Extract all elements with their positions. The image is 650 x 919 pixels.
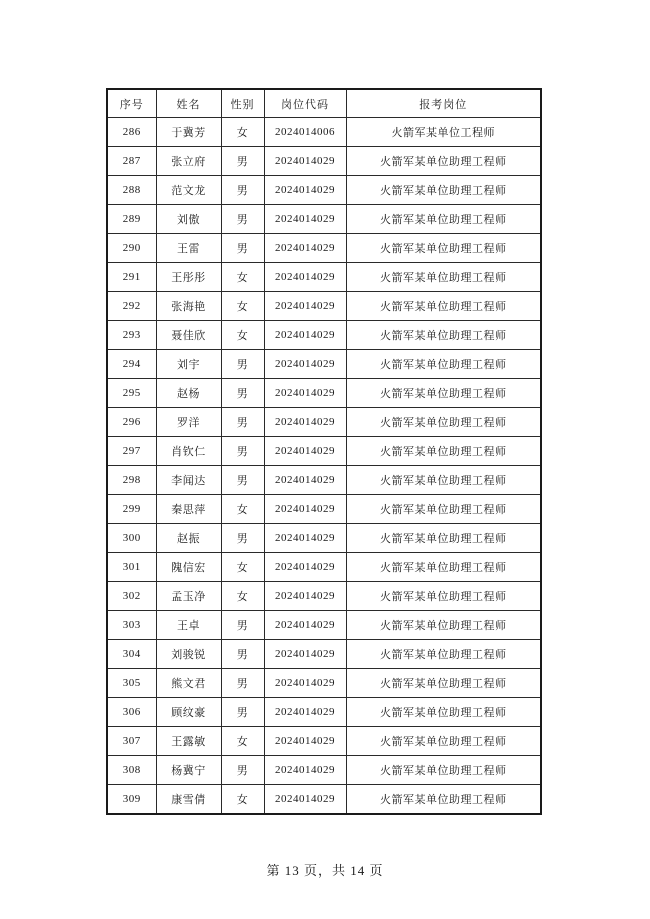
cell-position-code: 2024014029 <box>264 785 346 815</box>
cell-serial-number: 298 <box>107 466 156 495</box>
cell-serial-number: 308 <box>107 756 156 785</box>
cell-applied-position: 火箭军某单位助理工程师 <box>346 466 541 495</box>
header-serial-number: 序号 <box>107 89 156 118</box>
table-row <box>107 611 541 640</box>
cell-gender: 男 <box>221 147 264 176</box>
cell-position-code: 2024014029 <box>264 727 346 756</box>
table-row <box>107 495 541 524</box>
cell-position-code: 2024014029 <box>264 350 346 379</box>
cell-position-code: 2024014029 <box>264 698 346 727</box>
cell-position-code: 2024014029 <box>264 524 346 553</box>
cell-name: 赵杨 <box>156 379 221 408</box>
cell-applied-position: 火箭军某单位助理工程师 <box>346 756 541 785</box>
cell-position-code: 2024014029 <box>264 379 346 408</box>
table-row <box>107 727 541 756</box>
cell-position-code: 2024014029 <box>264 756 346 785</box>
cell-gender: 男 <box>221 640 264 669</box>
header-gender: 性别 <box>221 89 264 118</box>
cell-applied-position: 火箭军某单位助理工程师 <box>346 408 541 437</box>
cell-applied-position: 火箭军某单位助理工程师 <box>346 553 541 582</box>
cell-name: 李闻达 <box>156 466 221 495</box>
cell-serial-number: 295 <box>107 379 156 408</box>
cell-name: 王雷 <box>156 234 221 263</box>
cell-gender: 男 <box>221 379 264 408</box>
table-row <box>107 408 541 437</box>
table-row <box>107 321 541 350</box>
table-row <box>107 234 541 263</box>
cell-name: 秦思萍 <box>156 495 221 524</box>
cell-position-code: 2024014029 <box>264 234 346 263</box>
table-body <box>107 118 541 815</box>
cell-name: 张立府 <box>156 147 221 176</box>
cell-gender: 女 <box>221 263 264 292</box>
cell-applied-position: 火箭军某单位助理工程师 <box>346 727 541 756</box>
cell-position-code: 2024014029 <box>264 553 346 582</box>
cell-serial-number: 288 <box>107 176 156 205</box>
table-row <box>107 582 541 611</box>
cell-applied-position: 火箭军某单位工程师 <box>346 118 541 147</box>
cell-serial-number: 292 <box>107 292 156 321</box>
cell-serial-number: 291 <box>107 263 156 292</box>
cell-applied-position: 火箭军某单位助理工程师 <box>346 640 541 669</box>
cell-applied-position: 火箭军某单位助理工程师 <box>346 669 541 698</box>
table-row <box>107 118 541 147</box>
cell-serial-number: 305 <box>107 669 156 698</box>
cell-gender: 男 <box>221 524 264 553</box>
cell-applied-position: 火箭军某单位助理工程师 <box>346 582 541 611</box>
cell-name: 王露敏 <box>156 727 221 756</box>
cell-position-code: 2024014029 <box>264 205 346 234</box>
cell-name: 范文龙 <box>156 176 221 205</box>
table-row <box>107 553 541 582</box>
cell-gender: 女 <box>221 553 264 582</box>
cell-position-code: 2024014029 <box>264 147 346 176</box>
table-row <box>107 176 541 205</box>
cell-gender: 女 <box>221 785 264 815</box>
cell-gender: 女 <box>221 292 264 321</box>
cell-name: 杨冀宁 <box>156 756 221 785</box>
table-row <box>107 437 541 466</box>
cell-name: 张海艳 <box>156 292 221 321</box>
cell-name: 赵振 <box>156 524 221 553</box>
cell-name: 康雪倩 <box>156 785 221 815</box>
cell-position-code: 2024014029 <box>264 408 346 437</box>
cell-gender: 男 <box>221 756 264 785</box>
table-row <box>107 524 541 553</box>
cell-serial-number: 286 <box>107 118 156 147</box>
cell-name: 王卓 <box>156 611 221 640</box>
cell-position-code: 2024014029 <box>264 263 346 292</box>
cell-applied-position: 火箭军某单位助理工程师 <box>346 785 541 815</box>
cell-name: 刘傲 <box>156 205 221 234</box>
table-row <box>107 263 541 292</box>
cell-serial-number: 296 <box>107 408 156 437</box>
cell-applied-position: 火箭军某单位助理工程师 <box>346 350 541 379</box>
cell-gender: 男 <box>221 611 264 640</box>
header-position-code: 岗位代码 <box>264 89 346 118</box>
cell-serial-number: 290 <box>107 234 156 263</box>
table-row <box>107 350 541 379</box>
cell-applied-position: 火箭军某单位助理工程师 <box>346 176 541 205</box>
cell-name: 肖钦仁 <box>156 437 221 466</box>
table-row <box>107 785 541 815</box>
cell-name: 聂佳欣 <box>156 321 221 350</box>
cell-applied-position: 火箭军某单位助理工程师 <box>346 205 541 234</box>
cell-name: 熊文君 <box>156 669 221 698</box>
table-row <box>107 669 541 698</box>
cell-applied-position: 火箭军某单位助理工程师 <box>346 437 541 466</box>
cell-serial-number: 289 <box>107 205 156 234</box>
cell-name: 隗信宏 <box>156 553 221 582</box>
cell-gender: 男 <box>221 234 264 263</box>
cell-position-code: 2024014006 <box>264 118 346 147</box>
cell-position-code: 2024014029 <box>264 321 346 350</box>
cell-serial-number: 303 <box>107 611 156 640</box>
cell-applied-position: 火箭军某单位助理工程师 <box>346 292 541 321</box>
cell-serial-number: 299 <box>107 495 156 524</box>
table-row <box>107 147 541 176</box>
cell-gender: 男 <box>221 669 264 698</box>
cell-name: 于冀芳 <box>156 118 221 147</box>
table-row <box>107 640 541 669</box>
cell-serial-number: 293 <box>107 321 156 350</box>
cell-applied-position: 火箭军某单位助理工程师 <box>346 698 541 727</box>
cell-position-code: 2024014029 <box>264 466 346 495</box>
cell-gender: 女 <box>221 118 264 147</box>
cell-applied-position: 火箭军某单位助理工程师 <box>346 263 541 292</box>
cell-serial-number: 304 <box>107 640 156 669</box>
cell-gender: 男 <box>221 350 264 379</box>
cell-serial-number: 287 <box>107 147 156 176</box>
cell-gender: 男 <box>221 466 264 495</box>
header-name: 姓名 <box>156 89 221 118</box>
table-row <box>107 466 541 495</box>
applicant-roster-table <box>106 88 542 815</box>
table-row <box>107 379 541 408</box>
cell-serial-number: 309 <box>107 785 156 815</box>
cell-serial-number: 297 <box>107 437 156 466</box>
cell-name: 刘宇 <box>156 350 221 379</box>
cell-serial-number: 302 <box>107 582 156 611</box>
cell-position-code: 2024014029 <box>264 495 346 524</box>
cell-gender: 男 <box>221 437 264 466</box>
cell-name: 罗洋 <box>156 408 221 437</box>
cell-position-code: 2024014029 <box>264 176 346 205</box>
cell-serial-number: 306 <box>107 698 156 727</box>
page-number-footer: 第 13 页，共 14 页 <box>266 863 384 878</box>
cell-position-code: 2024014029 <box>264 669 346 698</box>
cell-gender: 女 <box>221 582 264 611</box>
cell-position-code: 2024014029 <box>264 640 346 669</box>
table-row <box>107 205 541 234</box>
cell-applied-position: 火箭军某单位助理工程师 <box>346 379 541 408</box>
cell-gender: 女 <box>221 495 264 524</box>
cell-applied-position: 火箭军某单位助理工程师 <box>346 234 541 263</box>
cell-applied-position: 火箭军某单位助理工程师 <box>346 524 541 553</box>
cell-position-code: 2024014029 <box>264 437 346 466</box>
cell-applied-position: 火箭军某单位助理工程师 <box>346 147 541 176</box>
header-applied-position: 报考岗位 <box>346 89 541 118</box>
table-row <box>107 698 541 727</box>
table-row <box>107 292 541 321</box>
cell-name: 刘骏锐 <box>156 640 221 669</box>
table-header-row <box>107 89 541 118</box>
cell-serial-number: 307 <box>107 727 156 756</box>
cell-position-code: 2024014029 <box>264 611 346 640</box>
cell-gender: 男 <box>221 408 264 437</box>
cell-position-code: 2024014029 <box>264 582 346 611</box>
cell-serial-number: 294 <box>107 350 156 379</box>
cell-serial-number: 301 <box>107 553 156 582</box>
cell-applied-position: 火箭军某单位助理工程师 <box>346 611 541 640</box>
cell-name: 王彤彤 <box>156 263 221 292</box>
cell-name: 孟玉净 <box>156 582 221 611</box>
cell-position-code: 2024014029 <box>264 292 346 321</box>
cell-applied-position: 火箭军某单位助理工程师 <box>346 495 541 524</box>
table-row <box>107 756 541 785</box>
cell-gender: 女 <box>221 321 264 350</box>
cell-gender: 女 <box>221 727 264 756</box>
cell-name: 顾纹豪 <box>156 698 221 727</box>
cell-applied-position: 火箭军某单位助理工程师 <box>346 321 541 350</box>
cell-gender: 男 <box>221 205 264 234</box>
cell-serial-number: 300 <box>107 524 156 553</box>
cell-gender: 男 <box>221 698 264 727</box>
cell-gender: 男 <box>221 176 264 205</box>
